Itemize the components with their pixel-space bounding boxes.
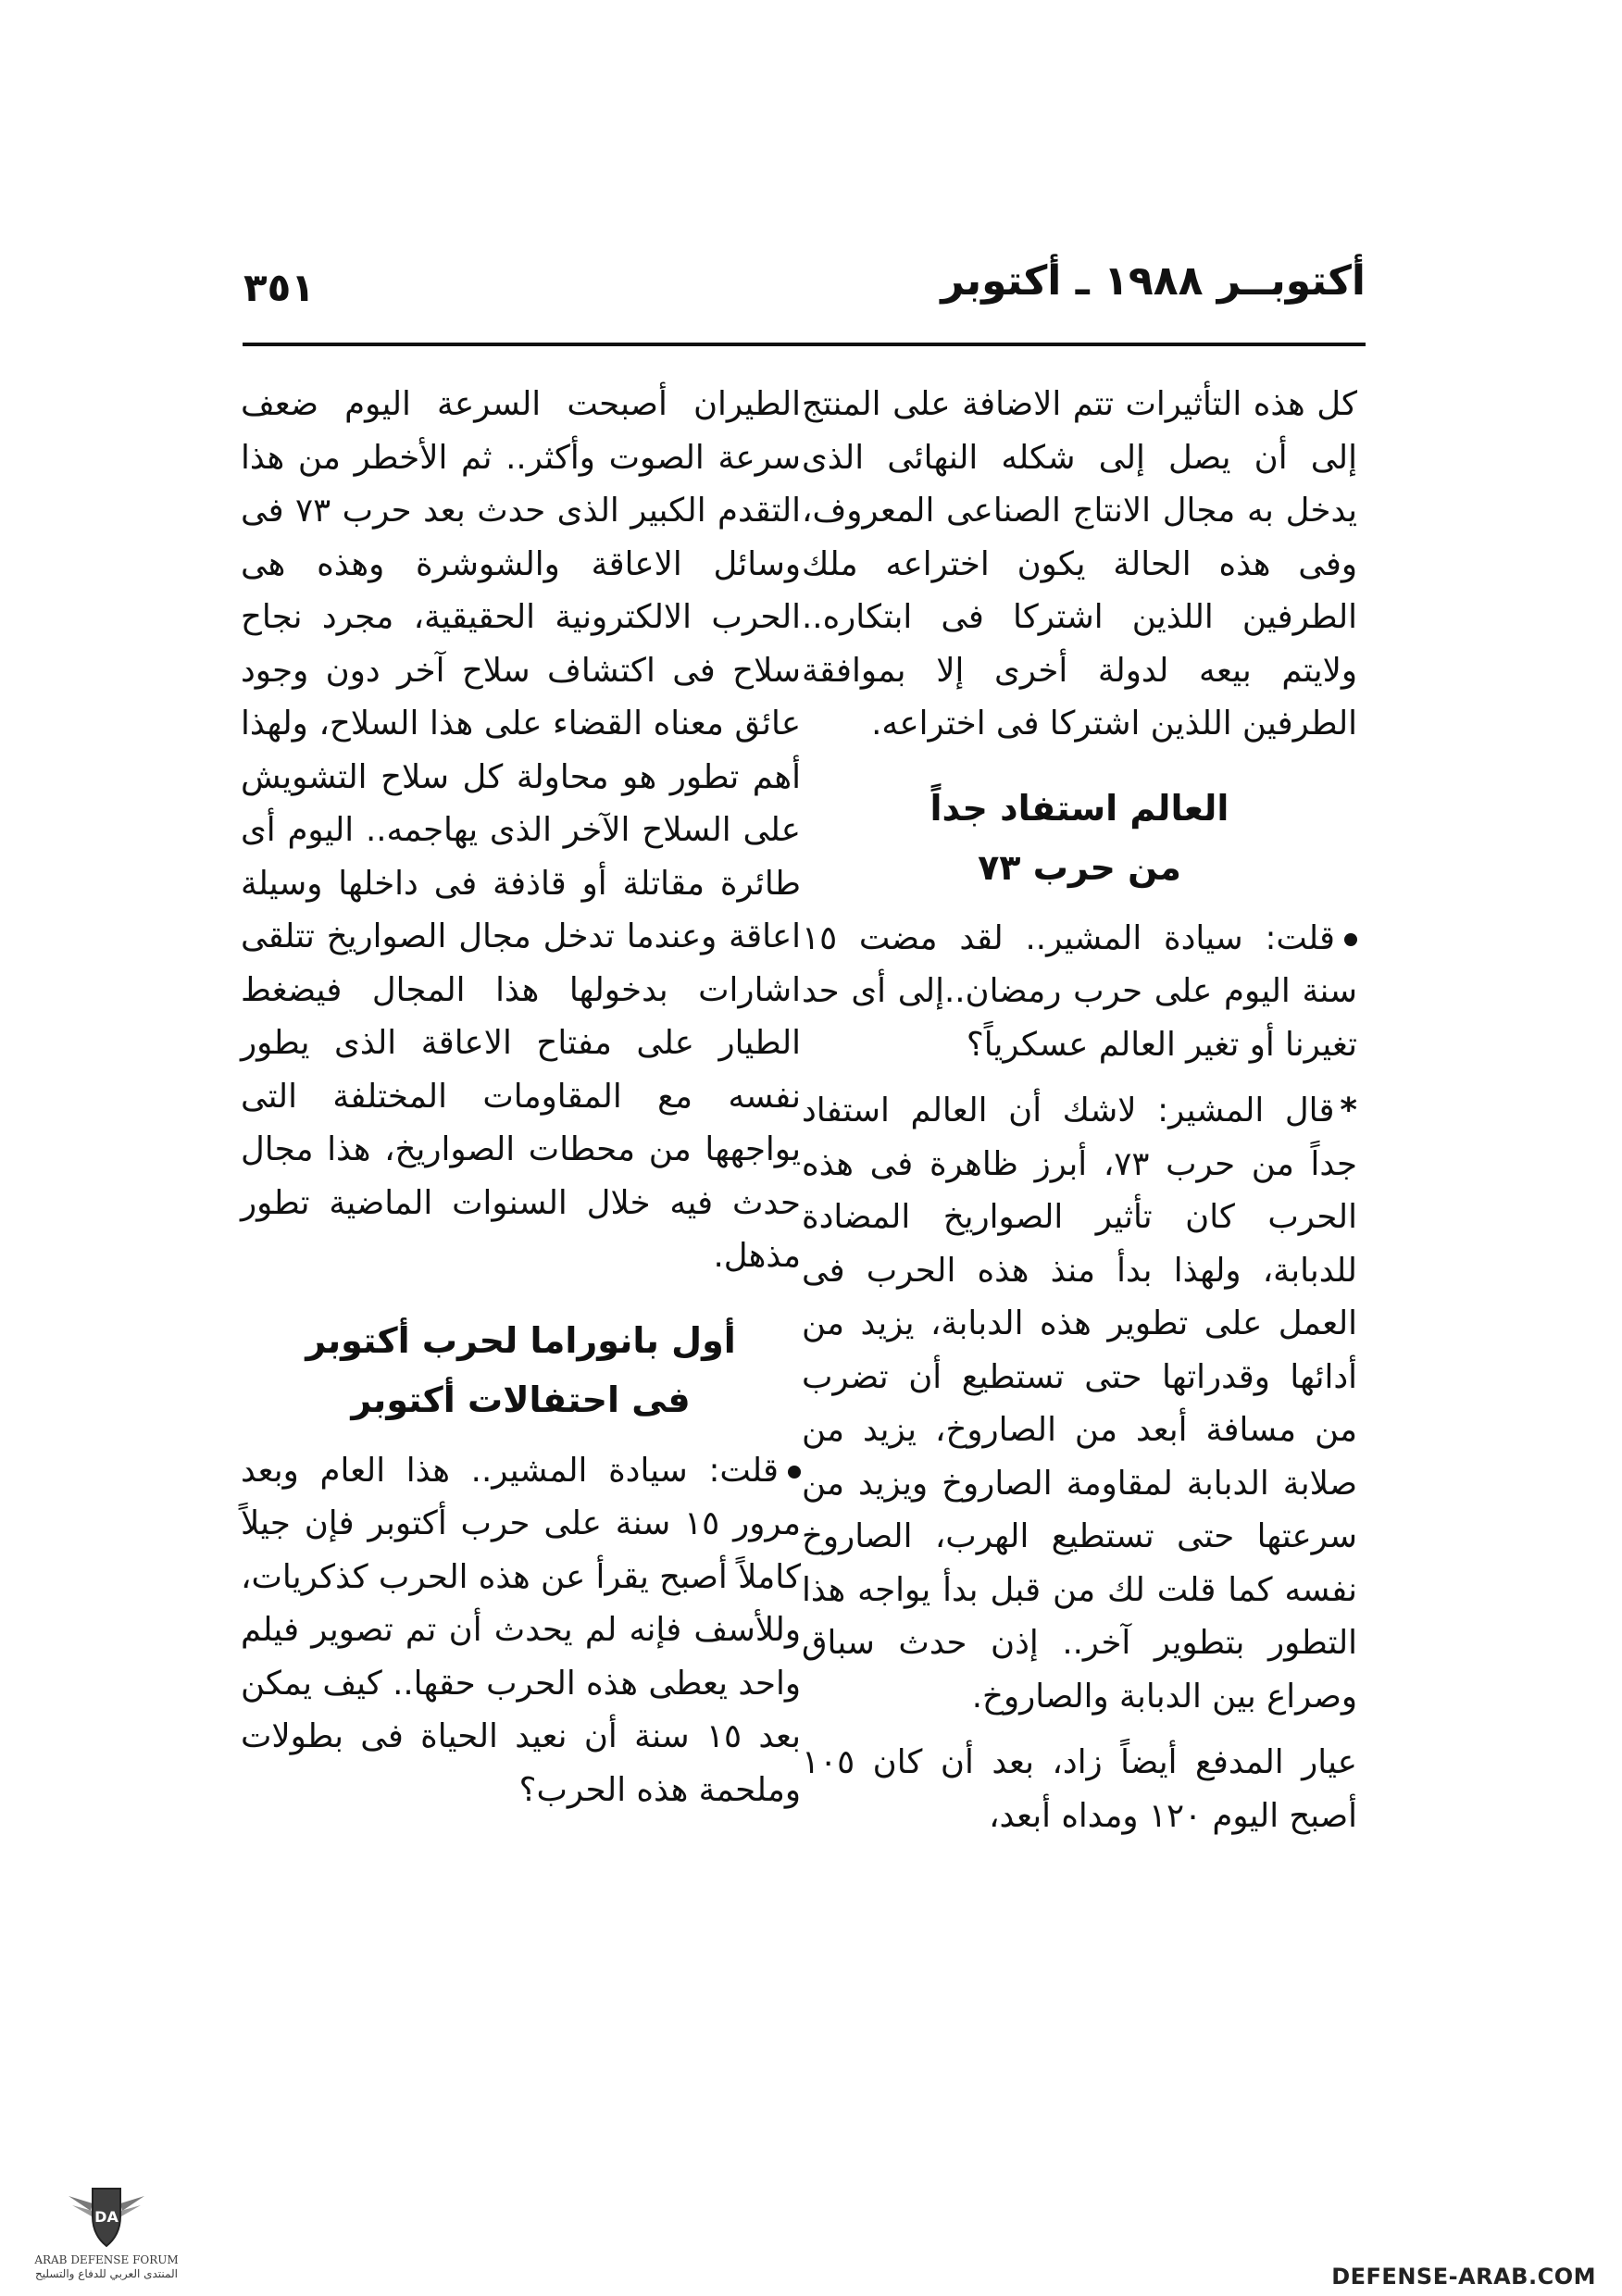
right-answer (802, 1084, 1357, 1723)
logo-name: ARAB DEFENSE FORUM (34, 2253, 179, 2266)
site-watermark: DEFENSE-ARAB.COM (1331, 2264, 1596, 2290)
left-question-text: قلت: سيادة المشير.. هذا العام وبعد مرور ١٥ سنة على حرب أكتوبر فإن جيلاً كاملاً أصبح يقرأ عن هذه الحرب كذكريات، وللأسف فإنه لم يحدث أن تم تصوير فيلم واحد يعطى هذه الحرب حقها.. كيف يمكن بعد ١٥ سنة أن نعيد الحياة فى بطولات وملحمة هذه الحرب؟ (241, 1451, 801, 1809)
left-paragraph-1: الطيران أصبحت السرعة اليوم ضعف سرعة الصوت وأكثر.. ثم الأخطر من هذا التقدم الكبير الذى حدث بعد حرب ٧٣ فى وسائل الاعاقة والشوشرة وهذه هى الحرب الالكترونية الحقيقية، مجرد نجاح سلاح فى اكتشاف سلاح آخر دون وجود عائق معناه القضاء على هذا السلاح، ولهذا أهم تطور هو محاولة كل سلاح التشويش على السلاح الآخر الذى يهاجمه.. اليوم أى طائرة مقاتلة أو قاذفة فى داخلها وسيلة اعاقة وعندما تدخل مجال الصواريخ تتلقى اشارات بدخولها هذا المجال فيضغط الطيار على مفتاح الاعاقة الذى يطور نفسه مع المقاومات المختلفة التى يواجهها من محطات الصواريخ، هذا مجال حدث فيه خلال السنوات الماضية تطور مذهل. (241, 385, 801, 1275)
right-subheading (802, 779, 1357, 897)
left-column (241, 378, 801, 1829)
running-header (236, 248, 1366, 322)
right-subheading-line2: من حرب ٧٣ (978, 846, 1181, 888)
right-closing-paragraph: عيار المدفع أيضاً زاد، بعد أن كان ١٠٥ أصبح اليوم ١٢٠ ومداه أبعد، (802, 1743, 1357, 1835)
left-subheading-line1: أول بانوراما لحرب أكتوبر (306, 1319, 736, 1361)
header-rule (243, 343, 1366, 346)
right-question (802, 912, 1357, 1072)
shield-wings-icon (65, 2176, 148, 2255)
header-title: أكتوبــر ١٩٨٨ ـ أكتوبر (941, 257, 1366, 305)
bullet-icon (1344, 933, 1357, 946)
logo-text (19, 2253, 194, 2281)
right-subheading-line1: العالم استفاد جداً (930, 787, 1229, 829)
bullet-icon (788, 1466, 801, 1479)
logo-subtitle: المنتدى العربي للدفاع والتسليح (35, 2267, 178, 2280)
right-paragraph-1: كل هذه التأثيرات تتم الاضافة على المنتج إلى أن يصل إلى شكله النهائى الذى يدخل به مجال الانتاج الصناعى المعروف، وفى هذه الحالة يكون اختراعه ملك الطرفين اللذين اشتركا فى ابتكاره.. ولايتم بيعه لدولة أخرى إلا بموافقة الطرفين اللذين اشتركا فى اختراعه. (802, 385, 1357, 742)
forum-logo (19, 2176, 194, 2291)
page-number: ٣٥١ (243, 265, 315, 310)
logo-initials: DA (94, 2208, 119, 2226)
right-column (802, 378, 1357, 1855)
left-subheading (241, 1311, 801, 1429)
star-marker: * (1340, 1092, 1357, 1129)
left-question (241, 1444, 801, 1817)
right-answer-text: قال المشير: لاشك أن العالم استفاد جداً من حرب ٧٣، أبرز ظاهرة فى هذه الحرب كان تأثير الصواريخ المضادة للدبابة، ولهذا بدأ منذ هذه الحرب فى العمل على تطوير هذه الدبابة، يزيد من أدائها وقدراتها حتى تستطيع أن تضرب من مسافة أبعد من الصاروخ، يزيد من صلابة الدبابة لمقاومة الصاروخ ويزيد من سرعتها حتى تستطيع الهرب، الصاروخ نفسه كما قلت لك من قبل بدأ يواجه هذا التطور بتطوير آخر.. إذن حدث سباق وصراع بين الدبابة والصاروخ. (802, 1092, 1357, 1716)
left-subheading-line2: فى احتفالات أكتوبر (351, 1379, 691, 1420)
right-question-text: قلت: سيادة المشير.. لقد مضت ١٥ سنة اليوم على حرب رمضان..إلى أى حد تغيرنا أو تغير العالم عسكرياً؟ (802, 918, 1357, 1064)
